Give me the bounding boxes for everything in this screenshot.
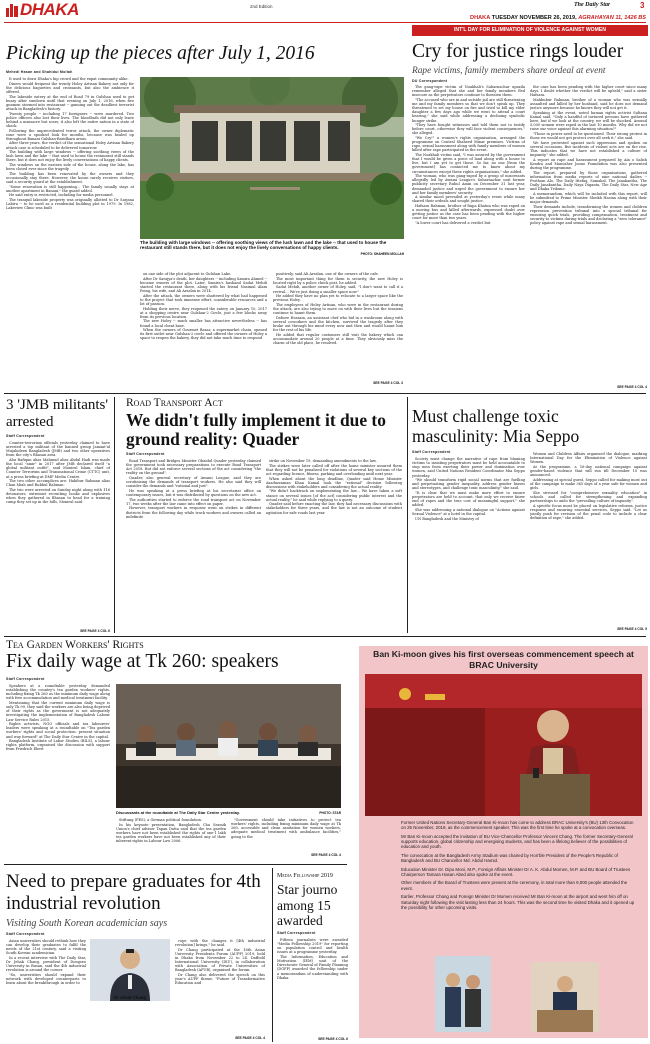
star-continued[interactable]: SEE PAGE 4 COL 6 [318,1037,348,1041]
tea-headline: Fix daily wage at Tk 260: speakers [6,651,279,672]
date-main: TUESDAY NOVEMBER 26, 2019, [491,15,577,21]
star-byline: Staff Correspondent [277,931,316,935]
dhaka-logo [5,2,87,17]
paragraph: the case has been pending with the higher court since many days. I doubt whether the verdict will be upheld," said a sister Hafsara. [530,85,647,98]
bankimoon-caption: Earlier, Professor Chang and Foreign Minister Dr Momen received Mr Ban Ki-moon at the airport and went him off on Saturday night following the visit lasting less than 24 hours. This was the second time he visited Dhaka and it opened up the possibility for other upcoming visits. [401,894,635,910]
paragraph: "Those in power need to be questioned. Their strong protest in those we would not get protect over all seek it," she said. [530,131,647,140]
lead-photo-caption: The building with large windows -- offering soothing views of the lush lawn and the lake -- that used to house the restaurant still stands there, but it does not enjoy the lively conversations of happy clients. [140,240,387,251]
graduates-column-1 [6,939,86,1039]
page-number: 3 [640,1,645,10]
tea-photo-caption: Discussants at the roundtable at The Daily Star Centre yesterday. [116,810,240,816]
section-rule [4,864,347,865]
paragraph: The employees of Holey Artisan, who were in the restaurant during the attack, are also trying to move on with their lives but the tensions continue to haunt them. [273,302,403,316]
toxic-byline: Staff Correspondent [412,450,451,454]
jmb-continued[interactable]: SEE PAGE 4 COL 6 [80,629,110,633]
lead-continued[interactable]: SEE PAGE 4 COL 3 [373,381,403,385]
paragraph: Speakers at a roundtable yesterday demanded establishing the country's tea garden workers' rights, including fixing Tk 260 as the minimum daily wage along with free accommodation and medical treatment facility. [6,684,110,701]
paragraph: Quader said before enacting the law, they had necessary discussions with stakeholders for three years, and the law is not an outcome of student agitation for safe roads last year. [266,502,402,515]
paragraph: After Dr Sarajya's death, her daughters -- including Samira Ahmed -- became owners of the plot. Later, Samira's husband Sadat Mehdi started the restaurant there, along with his friend Nasimul Alam Poing, his wife, and Ali Arsalan in 2014. [140,276,267,293]
paragraph: Holding their nerve, they reopened the eatery on January 10, 2017 at a shopping centre near Gulshan-2 Circle, just a few blocks away from its previous location. [140,306,267,319]
graduates-deck: Visiting South Korean academician says [6,918,168,929]
intl-day-column-2 [530,85,647,385]
bankimoon-headline: Ban Ki-moon gives his first overseas commencement speech at BRAC University [373,649,634,670]
paragraph: "We didn't backtrack on implementing the law... We have taken a soft stance on several issues [of the act] considering public interest and the actual reality," he said while replying to a query. [266,489,402,502]
lead-photo-credit: PHOTO: SHAHEEN MOLLAH [360,251,404,256]
tea-column-3 [231,818,341,850]
tea-continued[interactable]: SEE PAGE 4 COL 4 [311,853,341,857]
section-rule [4,393,646,394]
paragraph: It used to draw Dhaka's hip crowd and the expat community alike. [9,77,129,81]
paragraph: Following the unprecedented terror attack, the owner diplomatic zone were a spooked look for months, because was healed up throughout Banani Gulshan-Baridhara areas. [6,128,134,141]
tea-byline: Staff Correspondent [6,677,45,681]
paragraph: Counter-terrorism officials yesterday claimed to have arrested a top militant of the banned group Jamaat'ul Mujahideen Bangladesh (JMB) and two other operatives from the city's Bhasan area. [6,441,110,458]
paragraph: "We should transform rigid social norms that are fuelling and perpetuating gender inequality, address gender biases and stereotypes, and challenge toxic masculinity," she said. [412,478,525,491]
paragraph: When asked about the long deadline, Quader said Home Minister Asaduzzaman Khan Kamal took the "rational" decision following discussions with stakeholders and considering the actual reality. [266,476,402,489]
paragraph: He was speaking at a press briefing at his secretariat office on contemporary issues, but it was distributed by questions on the new act. [126,488,261,497]
brand-title: DHAKA [20,2,79,17]
paragraph: strike on November 19, demanding amendments to the law. [269,459,377,463]
tea-photo-credit: PHOTO: STAR [319,811,341,815]
paragraph: He said entry is restricted, including for media personnel. [9,193,114,198]
paragraph: Stiftung (FES), a German political foundation. [119,818,203,822]
paragraph: When the owners of Gourmet Bazar, a supermarket chain, opened its first outlet near Gulshan-2 circle and offered the owners of Holey a space to reopen the bakery, they did not take much time to respond [140,328,267,341]
graduates-byline: Staff Correspondent [6,932,45,936]
star-headline: Star journo among 15 awarded [277,882,338,928]
toxic-continued[interactable]: SEE PAGE 4 COL 5 [617,627,647,631]
toxic-column-1 [412,457,525,631]
intl-day-continued[interactable]: SEE PAGE 4 COL 4 [617,385,647,389]
lead-byline: Mehedi Hasan and Shahidul Mollah [6,70,73,74]
paragraph: Hafsara Rahman, brother of Rupa Khatun who was raped on a moving bus and killed afterwards, expressed doubt over getting justice as the case has been pending with the higher court for more than two years. [412,204,525,221]
paragraph: The woman, who was gang-raped by a group of miscreants allegedly led by Awami League's Subarnachar unit former publicity secretary Ruhul Amin on December 31 last year, demanded justice and urged the government to ensure her and her family members' security. [412,174,525,195]
bankimoon-caption: Other members of the Board of Trustees were present at the ceremony, in total more than 9,000 people attended the event. [401,880,628,891]
portrait-photo [90,939,170,1001]
bankimoon-caption: Former United Nations Secretary-General Ban Ki-moon has come to address BRAC University's (BU) 13th Convocation on 25 November, 2019, as the commencement speaker. This was the first time he spoke at a convocation overseas. [401,820,634,831]
paragraph: A similar mood prevailed at yesterday's event while many shared their ordeals and sought justice. [412,195,525,204]
paragraph: on one side of the plot adjacent to Gulshan Lake. [143,272,232,276]
road-headline: We didn't fully implement it due to ground reality: Quader [126,411,386,449]
paragraph: The authorities started to enforce the road transport act on November 17, two weeks after the law came into effect on paper. [126,497,261,506]
paragraph: A memorandum, which will be included with this report, will be submitted to Prime Minister Sheikh Hasina along with their major demands. [530,191,647,204]
paragraph: "Government should take initiatives to protect tea workers' rights, including fixing minimum daily wage at Tk 260, accessible and clean sanitation for women workers, adequate medical treatment with ambulance facilities," going to the [231,818,341,839]
paragraph: After three years, the verdict of the sensational Holey Artisan Bakery attack case is scheduled to be delivered tomorrow. [6,141,134,150]
speaker-photo [531,962,599,1032]
paragraph: At the programme, a 16-day national campaign against gender-based violence that will run till December 10 was announced. [530,464,647,478]
jmb-byline: Staff Correspondent [6,434,45,438]
paragraph: The new Holey -- much smaller has attractive nevertheless -- has found a local client base. [140,319,267,328]
paragraph: "The accused who are in and outside jail are still threatening me and my family members so that we don't speak up. They threatened to set my house on fire and tried to kill my elder daughter a few days ago while we went to attend a court hearing," she said while addressing a declining symbolic hunger strike. [412,97,525,123]
paragraph: In a recent interview with The Daily Star, Dr Jehak Chang, president of Dongseo University in Busan, said the 4th industrial revolution is around the corner. [6,956,86,973]
bankimoon-photo-small-1 [435,956,491,1032]
paragraph: Road Transport and Bridges Minister Obaidul Quader yesterday claimed the government took necessary preparations to execute Road Transport Act 2018. But did not enforce several sections of the act considering "the reality on the ground". [126,459,261,476]
paragraph: Diners would frequent the trendy Holey Artisan Bakery not only for the delicious baguettes and croissants, but also the ambience it offered. [6,81,134,94]
paragraph: Quader, also general secretary of Awami League, said they are scrutinising the demands of transport workers. He also said they will consider the demands and "rational and just". [126,476,261,489]
paragraph: Women and Children Affairs organised the dialogue, marking International Day for the Elimination of Violence against Women. [530,452,647,465]
paragraph: A specific focus must be placed on legislative reforms, justice response and ensuring essential services, Seppo said. "Let us jointly push for revision of the penal code to include a clear definition of rape," she added. [530,503,647,520]
section-rule [4,636,646,637]
paragraph: However, transport workers in response went on strikes in different districts from the following day while truck workers and owners called an indefinite [126,506,261,519]
date-prefix: DHAKA [470,15,491,21]
paragraph: "So, universities should expand their network with developed counterparts to learn about the breakthrough in order to [6,973,86,986]
bankimoon-photo-small-2 [531,962,599,1032]
paragraph: After the attack, the owners were shattered by what had happened to the project that took immense effort, considerable resources and a lot of passion. [140,293,267,306]
paragraph: She stressed for "comprehensive sexuality education" in schools and called for strengthening and expanding partnerships to undo the "prevailing culture of impunity". [530,490,647,503]
graduates-continued[interactable]: SEE PAGE 4 COL 4 [235,1036,265,1040]
tea-column-1 [6,684,110,859]
paragraph: The gang-rape victim of Noakhali's Subarnachar upazila remember alleged that she and her family members fled insecure as the perpetrators continue to threaten them. [412,85,525,98]
paragraph: Their demands include, transforming the women and children repression prevention tribunal into a special tribunal for ensuring quick trials, providing compensation, treatment and security to victims during trials and declaring a "zero tolerance" policy against rape and sexual harassment. [530,204,647,225]
lead-column-3 [273,272,403,380]
paragraph: Mentioning that the current minimum daily wage is only Tk 99, they said the workers are also being deprived of their rights as the government is not adequately investigating the implementation of Bangladesh Labour Law Service Rules 2015. [6,701,110,722]
bankimoon-caption: Education Minister Dr. Dipu Moni, M.P., Foreign Affairs Minister Dr A. K. Abdul Momen, M.P. and BU Board of Trustees Chairperson Tamara Hasan Abed also spoke at the event. [401,866,631,877]
bankimoon-caption: Mr Ban Ki-moon accepted the invitation of BU Vice-Chancellor Professor Vincent Chang. The former Secretary-General supports education, global citizenship and energising students, and has been a lifelong believer of the possibilities of education and youth. [401,833,633,850]
lead-column-1 [6,77,134,389]
diplomats-photo [435,956,491,1032]
lead-headline: Picking up the pieces after July 1, 2016 [6,43,315,64]
paragraph: Mahbubur Rahman, brother of a woman who was sexually assaulted and killed by her husband, said he does not demand justice anymore because he knows they will not get it. [530,97,647,111]
dateline [414,15,646,21]
tea-photo [116,684,341,808]
paragraph: The Information, Education and Motivation (IEM) unit of the Directorate General of Family Planning (DGFP) awarded the fellowship under a memorandum of understanding with Dhaka [277,955,348,980]
jehak-chang-label: Dr Jehak Chang [114,995,146,1000]
lead-column-2 [140,272,267,387]
bankimoon-caption-list [401,820,639,910]
intl-day-banner: INT'L DAY FOR ELIMINATION OF VIOLENCE AGAINST WOMEN [412,25,648,36]
paragraph: Speaking at the event, noted human rights activist Sultana Kamal said, "Only a handful of tortured persons have gathered here, but if we look at the country, we will be shocked. Around 5,000 women were raped in the last 10 months. Why did we not raise our voice against this alarming situation?" [530,110,647,132]
toxic-column-2 [530,452,647,624]
paragraph: UN Bangladesh and the Ministry of [415,516,479,521]
paper-name: The Daily Star [574,2,611,8]
paragraph: Abu Rafiqun alias Mahmud alias Abdul Hadi was made the local "amir" in 2017 after JMB declared itself "a global militant outfit", said Monirul Islam, chief of Counter Terrorism and Transnational Crime (CTTC) unit, at a press briefing at DMP Media Centre. [6,458,110,479]
jmb-headline: 3 'JMB militants' arrested [6,397,109,430]
star-body [277,938,348,1036]
intl-day-headline: Cry for justice rings louder [412,41,624,62]
paragraph: "It is clear that we must make more effort to ensure perpetrators are held to account, that only we receive fairer end of rapes and the true cost of meaningful support," she added. [412,491,525,508]
paragraph: Dr Chang also delivered the speech on this year's AUPF theme, "Future of Transformative Education and [175,973,265,986]
paragraph: The strikes were later called off after the home minister assured them that they will not be penalised for violations of several key sections of the act regarding licence, fitness, parking and overloading until next year. [266,463,402,476]
holey-building-photo [140,77,404,239]
road-kicker: Road Transport Act [126,397,223,409]
tea-column-2 [116,818,226,860]
paragraph: Asian universities should rethink how they can develop their graduates to fulfil the needs of the 21st century, said a visiting South Korean academician. [6,939,86,956]
graduates-headline: Need to prepare graduates for 4th industrial revolution [6,871,261,914]
paragraph: Society must change the narrative of rape from blaming victims to insisting perpetrators must be held accountable to stop men from exerting their power and domination over women, said United Nations Resident Coordinator Mia Seppo yesterday. [412,457,525,478]
masthead-rule [4,22,646,23]
bankimoon-advertisement [359,646,648,1038]
paragraph: Bangladesh Institute of Labor Studies (BILS), a labour rights platform, organised the discussion with support from Friedrich Ebert [6,739,110,752]
paragraph: The building has been renovated by the owners and they occasionally stay there. However, the house rarely receives visitors, said a security guard at the establishment. [6,171,134,184]
paragraph: Dr Chang participated at the 16th Asian University Presidents Forum (AUPF) 2019, held in Dhaka from November 22 to 24. Daffodil International University (DIU), in collaboration with Association of Private Universities of Bangladesh (APUB), organised the forum. [175,947,265,973]
paragraph: Twenty people -- including 17 foreigners -- were murdered. Two police officers also lost their lives. The bloodbath did not only leave behind a massacre but scars; it also left the entire nation in a state of shock. [6,111,134,128]
paragraph: Debore Hossain, an assistant chef who hid in a washroom along with several coworkers and the kitchen, survived the tragedy after they broke out through his mind every now and then and would haunt him for the rest of his life. [273,315,403,333]
paragraph: positively, said Ali Arsalan, one of the owners of the cafe. [276,272,379,276]
paragraph: cope with the changes it [4th industrial revolution] brings," he said. [175,939,265,948]
bankimoon-caption: The convocation at the Bangladesh Army Stadium was chaired by Hon'ble President of the People's Republic of Bangladesh and BU Chancellor Md. Abdul Hamid. [401,852,618,864]
convocation-speech-photo [365,674,642,816]
paragraph: The most important thing for them is security, the new Holey is located right by a police check post, he added. [273,276,403,285]
column-divider [114,397,115,633]
paragraph: The tranquil lakeside property was originally allotted to Dr Sarjana Labiru -- to be used as a residential building plot in 1979. In 1982, Lakeview Clinic was built [6,198,134,211]
intl-day-byline: DU Correspondent [412,79,448,83]
paragraph: The two other accomplices are: Habibur Rahman alias Chan Miah and Rubbul Rahman. [6,479,110,488]
toxic-headline: Must challenge toxic masculinity: Mia Seppo [412,407,580,446]
bankimoon-photo [365,674,642,816]
road-byline: Staff Correspondent [126,452,165,456]
jehak-chang-photo [90,939,170,1001]
lead-photo [140,77,404,239]
road-column-1 [126,459,261,631]
paragraph: Addressing at special guest, Seppo called for making most out of the campaign to make 365 days of a year safe for women and girls. [530,477,647,490]
paragraph: Sadat Mehdi, another owner of Holey, said, "I don't want to call it a revival... We're just doing a smaller space now." [273,285,403,294]
paragraph: Rights activists, NGO officials and tea labourers' leaders were speaking at a roundtable on "Tea garden workers' rights and social protection: present situation and way forward" at The Daily Star Centre in the capital. [6,722,110,739]
column-divider [272,868,273,1042]
date-bengali: AGRAHAYAN 11, 1426 BS [578,15,646,21]
road-column-2 [266,459,402,631]
paragraph: We have protested against such oppression and spoken on several occasions. But incidents of violent acts are on the rise. This indicates that we have not established a culture of impunity," she added. [530,140,647,157]
edition-label: 2nd Edition [250,4,273,9]
paragraph: "A lower court has delivered a verdict but [415,221,491,225]
paragraph: Fifteen journalists were awarded "Media Fellowship 2019" for reporting on population control and health issues at a programme yesterday. [277,938,348,955]
paragraph: The report, prepared by those organisations, gathered information from media reports of nine national dailies -- Prothom Alo, The Daily Ittefaq, Samakal, The Janakantha, The Daily Janakantha, Daily Naya Diganta, The Daily Star, New Age and Dhaka Tribune. [530,170,647,191]
tea-kicker: Tea Garden Workers' Rights [6,639,144,651]
roundtable-photo [116,684,341,808]
graduates-column-2 [175,939,265,1039]
tea-caption-box [116,809,341,817]
paragraph: In his keynote presentation, Bangladesh Cha Sramik Union's chief adviser Tapan Datta said that the tea garden workers have not been established the rights of one-1 lakh tea garden workers have not been established any of their inherent rights in Labour Law 2006. [116,822,226,844]
paragraph: The windows on the eastern side of the house, along the lake, has been closed ever since the tragedy. [6,163,134,172]
paragraph: The building with large windows -- offering soothing views of the lush lawn and the lake -- that used to house the restaurant still stands there, but it does not enjoy the lively conversations of happy clients. [6,150,134,163]
intl-day-deck: Rape victims, family members share ordeal at event [412,66,606,76]
paragraph: "We Cry!" a women's rights organisation, arranged the programme on Central Shaheed Minar premises. Victims of rape, sexual harassment along with family members of women killed after rape participated in the event. [412,136,525,153]
city-skyline-icon [5,2,19,17]
column-divider [407,397,408,633]
intl-day-column-1 [412,85,525,385]
jmb-body [6,441,110,627]
paragraph: The trio were arrested on Sunday night along with 116 detonators, extremist recruiting books and explosives when they gathered in Bhasan to head for a training camp they set up in the hills, Monirul said. [6,487,110,505]
paragraph: He added they have no plan yet to relocate to a larger space like the previous Holey. [273,294,403,303]
paragraph: She was addressing a national dialogue on "Actions against Sexual Violence" at a hotel in the capital. [412,508,525,517]
star-kicker: Media Fellowship 2019 [277,873,333,879]
paragraph: The lakeside eatery at the end of Road 79 in Gulshan used to get buzzy after sundown until that evening on July 1, 2016, when five gunmen stormed into restaurant -- gunning out the deadliest terrorist attack in Bangladesh's history. [6,94,134,111]
lead-photo-caption-box [140,240,404,270]
paragraph: He added that regular customers still visit the bakery which can accommodate around 20 people at a time. They obviously miss the charm of the old place, he resolved. [273,332,403,345]
masthead [0,0,650,24]
paragraph: "They have bought witnesses and told them not to testify before court, otherwise they will face violent consequences," she alleged. [412,123,525,136]
paragraph: "Some renovation is still happening... The family usually stays at another apartment in Banani," the guard added. [6,184,134,193]
paragraph: A report on rape and harassment prepared by Ain o Salish Kendra and Manusher Jonno Foundation was also presented during the programme. [530,157,647,170]
paragraph: The Noakhali victim said, "I was assured by the government that I would be given a piece of land along with a house to live, but I am yet to get those. So far, no one [from the government] has contacted me to know about my circumstances except these rights organisations," she added. [412,153,525,174]
